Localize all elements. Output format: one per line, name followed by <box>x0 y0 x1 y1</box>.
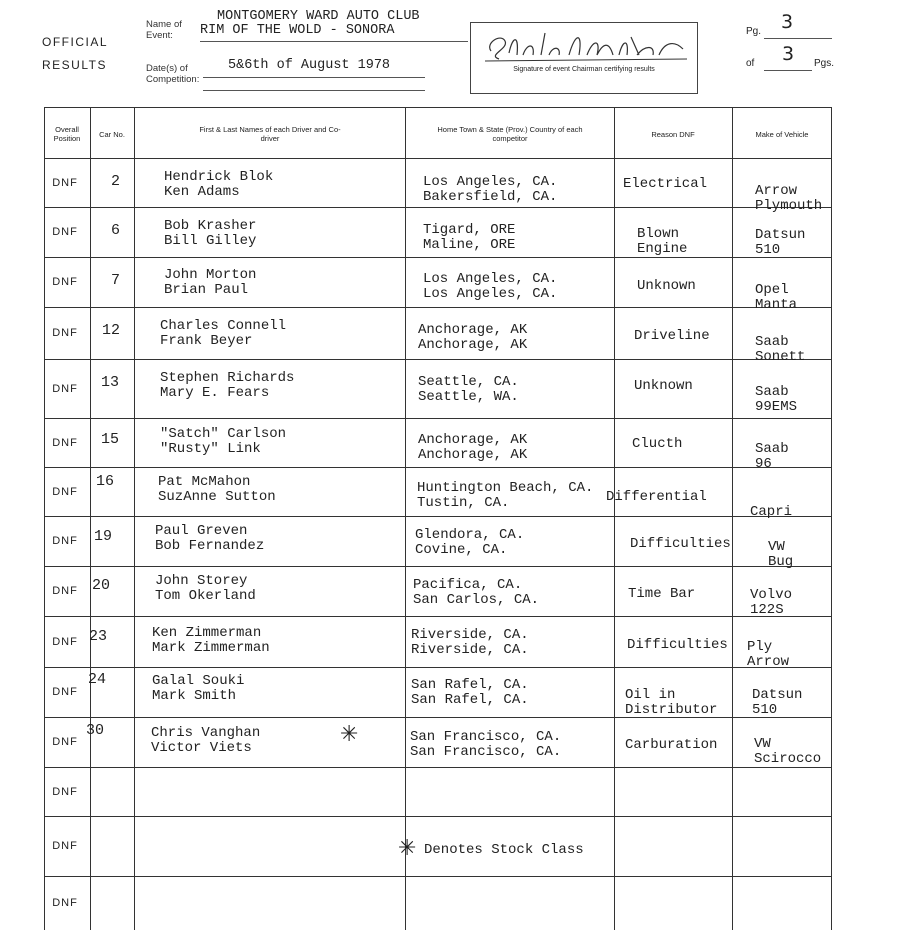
overall-position-cell: DNF <box>52 177 78 189</box>
overall-position-cell: DNF <box>52 327 78 339</box>
column-header-make-of-vehicle: Make of Vehicle <box>755 129 809 139</box>
pages-label: Pgs. <box>814 58 835 69</box>
overall-position-cell: DNF <box>52 585 78 597</box>
home-town-cell: Anchorage, AK Anchorage, AK <box>418 432 528 463</box>
row-divider <box>44 257 832 258</box>
row-divider <box>44 767 832 768</box>
signature-image <box>479 25 689 65</box>
reason-dnf-cell: Blown Engine <box>637 226 688 257</box>
row-divider <box>44 876 832 877</box>
page-underline <box>764 38 832 39</box>
column-header-overall-position: Overall Position <box>53 125 81 143</box>
driver-names-cell: Galal Souki Mark Smith <box>152 673 245 704</box>
dates-label: Date(s) of Competition: <box>146 63 200 85</box>
overall-position-cell: DNF <box>52 226 78 238</box>
of-label: of <box>746 58 755 69</box>
driver-names-cell: Bob Krasher Bill Gilley <box>164 218 257 249</box>
driver-names-cell: Paul Greven Bob Fernandez <box>155 523 265 554</box>
home-town-cell: Riverside, CA. Riverside, CA. <box>411 627 529 658</box>
total-pages-underline <box>764 70 812 71</box>
reason-dnf-cell: Electrical <box>623 176 708 192</box>
vehicle-make-cell: Capri <box>750 504 793 520</box>
overall-position-cell: DNF <box>52 486 78 498</box>
event-name-line-2: RIM OF THE WOLD - SONORA <box>200 23 395 38</box>
reason-dnf-cell: Carburation <box>625 737 718 753</box>
driver-names-cell: John Storey Tom Okerland <box>155 573 256 604</box>
home-town-cell: Tigard, ORE Maline, ORE <box>423 222 516 253</box>
driver-names-cell: Chris Vanghan Victor Viets <box>151 725 261 756</box>
column-divider <box>732 107 733 930</box>
dates-value: 5&6th of August 1978 <box>228 58 391 73</box>
signature-box <box>470 22 698 94</box>
reason-dnf-cell: Time Bar <box>628 586 696 602</box>
reason-dnf-cell: Driveline <box>634 328 710 344</box>
reason-dnf-cell: Unknown <box>634 378 693 394</box>
vehicle-make-cell: Saab 96 <box>755 441 789 472</box>
row-divider <box>44 359 832 360</box>
driver-names-cell: Stephen Richards Mary E. Fears <box>160 370 295 401</box>
row-divider <box>44 158 832 159</box>
vehicle-make-cell: Opel Manta <box>755 282 798 313</box>
home-town-cell: Los Angeles, CA. Los Angeles, CA. <box>423 271 558 302</box>
row-divider <box>44 207 832 208</box>
home-town-cell: Huntington Beach, CA. Tustin, CA. <box>417 480 594 511</box>
dates-underline-1 <box>203 77 425 78</box>
overall-position-cell: DNF <box>52 897 78 909</box>
vehicle-make-cell: Saab Sonett <box>755 334 806 365</box>
car-number-cell: 24 <box>88 671 107 688</box>
car-number-cell: 19 <box>94 528 113 545</box>
row-divider <box>44 516 832 517</box>
row-divider <box>44 616 832 617</box>
vehicle-make-cell: VW Scirocco <box>754 736 822 767</box>
row-divider <box>44 418 832 419</box>
vehicle-make-cell: VW Bug <box>768 539 794 570</box>
driver-names-cell: Charles Connell Frank Beyer <box>160 318 287 349</box>
row-divider <box>44 816 832 817</box>
home-town-cell: Pacifica, CA. San Carlos, CA. <box>413 577 540 608</box>
column-header-car-no: Car No. <box>99 129 125 139</box>
row-divider <box>44 307 832 308</box>
vehicle-make-cell: Saab 99EMS <box>755 384 798 415</box>
home-town-cell: Glendora, CA. Covine, CA. <box>415 527 525 558</box>
reason-dnf-cell: Oil in Distributor <box>625 687 718 718</box>
vehicle-make-cell: Volvo 122S <box>750 587 793 618</box>
column-divider <box>90 107 91 930</box>
vehicle-make-cell: Datsun 510 <box>755 227 806 258</box>
car-number-cell: 12 <box>102 322 121 339</box>
vehicle-make-cell: Ply Arrow <box>747 639 790 670</box>
driver-names-cell: "Satch" Carlson "Rusty" Link <box>160 426 287 457</box>
driver-names-cell: John Morton Brian Paul <box>164 267 257 298</box>
overall-position-cell: DNF <box>52 840 78 852</box>
dates-underline-2 <box>203 90 425 91</box>
event-name-line-1: MONTGOMERY WARD AUTO CLUB <box>217 9 420 24</box>
column-divider <box>614 107 615 930</box>
overall-position-cell: DNF <box>52 383 78 395</box>
reason-dnf-cell: Differential <box>606 489 707 505</box>
column-divider <box>134 107 135 930</box>
home-town-cell: San Rafel, CA. San Rafel, CA. <box>411 677 529 708</box>
car-number-cell: 15 <box>101 431 120 448</box>
car-number-cell: 2 <box>111 173 121 190</box>
official-results-title: OFFICIAL RESULTS <box>42 35 109 72</box>
column-divider <box>405 107 406 930</box>
car-number-cell: 20 <box>92 577 111 594</box>
reason-dnf-cell: Unknown <box>637 278 696 294</box>
overall-position-cell: DNF <box>52 535 78 547</box>
footnote-star-icon: ✳ <box>398 836 417 861</box>
car-number-cell: 13 <box>101 374 120 391</box>
home-town-cell: Anchorage, AK Anchorage, AK <box>418 322 528 353</box>
car-number-cell: 6 <box>111 222 121 239</box>
home-town-cell: Los Angeles, CA. Bakersfield, CA. <box>423 174 558 205</box>
home-town-cell: San Francisco, CA. San Francisco, CA. <box>410 729 562 760</box>
footnote-text: Denotes Stock Class <box>424 842 584 858</box>
stock-class-star-icon: ✳ <box>340 722 359 747</box>
total-pages-number: 3 <box>782 43 795 65</box>
home-town-cell: Seattle, CA. Seattle, WA. <box>418 374 519 405</box>
reason-dnf-cell: Difficulties <box>627 637 728 653</box>
overall-position-cell: DNF <box>52 437 78 449</box>
column-header-reason-dnf: Reason DNF <box>651 129 695 139</box>
row-divider <box>44 566 832 567</box>
row-divider <box>44 667 832 668</box>
event-name-underline <box>200 41 468 42</box>
driver-names-cell: Pat McMahon SuzAnne Sutton <box>158 474 276 505</box>
column-header-driver-names: First & Last Names of each Driver and Co-driver <box>199 125 341 143</box>
overall-position-cell: DNF <box>52 736 78 748</box>
reason-dnf-cell: Difficulties <box>630 536 731 552</box>
page-label: Pg. <box>746 26 762 37</box>
column-header-home-town: Home Town & State (Prov.) Country of each competitor <box>437 125 583 143</box>
name-of-event-label: Name of Event: <box>146 19 182 41</box>
row-divider <box>44 467 832 468</box>
driver-names-cell: Hendrick Blok Ken Adams <box>164 169 274 200</box>
signature-caption: Signature of event Chairman certifying results <box>513 66 655 73</box>
vehicle-make-cell: Datsun 510 <box>752 687 803 718</box>
overall-position-cell: DNF <box>52 686 78 698</box>
driver-names-cell: Ken Zimmerman Mark Zimmerman <box>152 625 270 656</box>
overall-position-cell: DNF <box>52 786 78 798</box>
car-number-cell: 23 <box>89 628 108 645</box>
vehicle-make-cell: Arrow Plymouth <box>755 183 823 214</box>
page-number: 3 <box>781 11 794 33</box>
car-number-cell: 7 <box>111 272 121 289</box>
table-border-top <box>44 107 832 108</box>
car-number-cell: 30 <box>86 722 105 739</box>
reason-dnf-cell: Clucth <box>632 436 683 452</box>
table-border-right <box>831 107 832 930</box>
overall-position-cell: DNF <box>52 636 78 648</box>
car-number-cell: 16 <box>96 473 115 490</box>
overall-position-cell: DNF <box>52 276 78 288</box>
